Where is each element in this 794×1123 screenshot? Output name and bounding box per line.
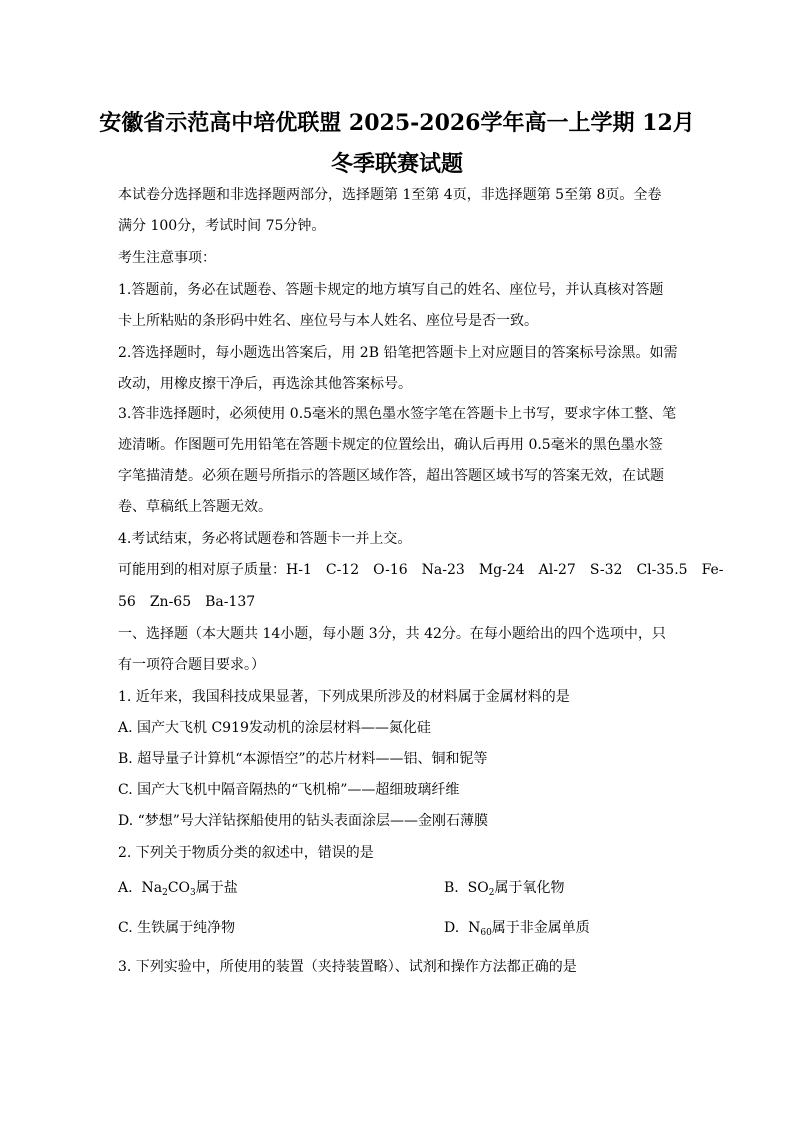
atomic-mass-item: Ba-137 [205,594,256,610]
q2-a-formula-na: Na [141,880,163,896]
q2-a-sub-3: 3 [190,888,196,898]
atomic-masses-label: 可能用到的相对原子质量： [118,562,286,578]
q2-a-formula-co: CO [167,880,191,896]
q2-d-sub-60: 60 [480,928,492,938]
q2-b-sub-2: 2 [488,888,495,898]
atomic-mass-item: Al-27 [538,562,576,578]
q2-b-formula-so: SO [467,880,489,896]
atomic-mass-item: Mg-24 [478,562,525,578]
q2-stem: 2. 下列关于物质分类的叙述中，错误的是 [118,845,374,861]
q2-a-text: 属于盐 [195,880,238,896]
q1-option-b: B. 超导量子计算机“本源悟空”的芯片材料——铝、铜和铌等 [118,751,488,767]
exam-title-line1: 安徽省示范高中培优联盟 2025-2026学年高一上学期 12月 [99,110,695,136]
notice-item2-line1: 2.答选择题时，每小题选出答案后，用 2B 铅笔把答题卡上对应题目的答案标号涂黑。如需 [118,345,678,361]
atomic-masses-list1 [286,562,724,578]
notice-heading: 考生注意事项： [118,250,216,266]
notice-item3-line3: 字笔描清楚。必须在题号所指示的答题区域作答，超出答题区域书写的答案无效，在试题 [118,468,664,484]
atomic-mass-item: H-1 [286,562,312,578]
q1-option-a: A. 国产大飞机 C919发动机的涂层材料——氮化硅 [118,720,431,736]
notice-item1-line2: 卡上所粘贴的条形码中姓名、座位号与本人姓名、座位号是否一致。 [118,313,538,329]
atomic-mass-item: 56 [118,594,136,610]
atomic-mass-item: Na-23 [421,562,465,578]
q2-a-sub-2: 2 [162,888,168,898]
notice-item1-line1: 1.答题前，务必在试题卷、答题卡规定的地方填写自己的姓名、座位号，并认真核对答题 [118,282,664,298]
atomic-mass-item: Fe- [701,562,724,578]
atomic-masses-line1 [118,562,724,578]
q1-stem: 1. 近年来，我国科技成果显著，下列成果所涉及的材料属于金属材料的是 [118,689,570,705]
q2-b-text: 属于氧化物 [494,880,565,896]
notice-item3-line2: 迹清晰。作图题可先用铅笔在答题卡规定的位置绘出，确认后再用 0.5毫米的黑色墨水签 [118,437,663,453]
q2-b-label: B. [444,880,459,896]
q2-a-label: A. [118,880,133,896]
atomic-mass-item: Cl-35.5 [636,562,688,578]
section1-line2: 有一项符合题目要求。） [118,657,265,673]
intro-line1: 本试卷分选择题和非选择题两部分，选择题第 1至第 4页，非选择题第 5至第 8页。全卷 [118,187,662,203]
q2-d-text: 属于非金属单质 [491,920,590,936]
notice-item3-line4: 卷、草稿纸上答题无效。 [118,499,272,515]
notice-item2-line2: 改动，用橡皮擦干净后，再选涂其他答案标号。 [118,376,412,392]
section1-line1: 一、选择题（本大题共 14小题，每小题 3分，共 42分。在每小题给出的四个选项中，只 [118,626,666,642]
atomic-mass-item: Zn-65 [149,594,192,610]
notice-item4: 4.考试结束，务必将试题卷和答题卡一并上交。 [118,531,412,547]
q1-option-d: D. “梦想”号大洋钻探船使用的钻头表面涂层——金刚石薄膜 [118,813,488,829]
q2-option-a [118,880,238,896]
notice-item3-line1: 3.答非选择题时，必须使用 0.5毫米的黑色墨水签字笔在答题卡上书写，要求字体工整、笔 [118,406,677,422]
exam-title-line2: 冬季联赛试题 [330,151,463,177]
q2-d-label: D. [444,920,460,936]
q2-option-c: C. 生铁属于纯净物 [118,920,236,936]
q2-d-formula-n: N [468,920,481,936]
q3-stem: 3. 下列实验中，所使用的装置（夹持装置略）、试剂和操作方法都正确的是 [118,959,577,975]
atomic-mass-item: C-12 [325,562,360,578]
intro-line2: 满分 100分，考试时间 75分钟。 [118,218,326,234]
atomic-masses-list2 [118,594,255,610]
q2-option-d [444,920,590,936]
atomic-mass-item: S-32 [589,562,623,578]
q2-option-b [444,880,564,896]
atomic-mass-item: O-16 [373,562,408,578]
q1-option-c: C. 国产大飞机中隔音隔热的“飞机棉”——超细玻璃纤维 [118,782,460,798]
